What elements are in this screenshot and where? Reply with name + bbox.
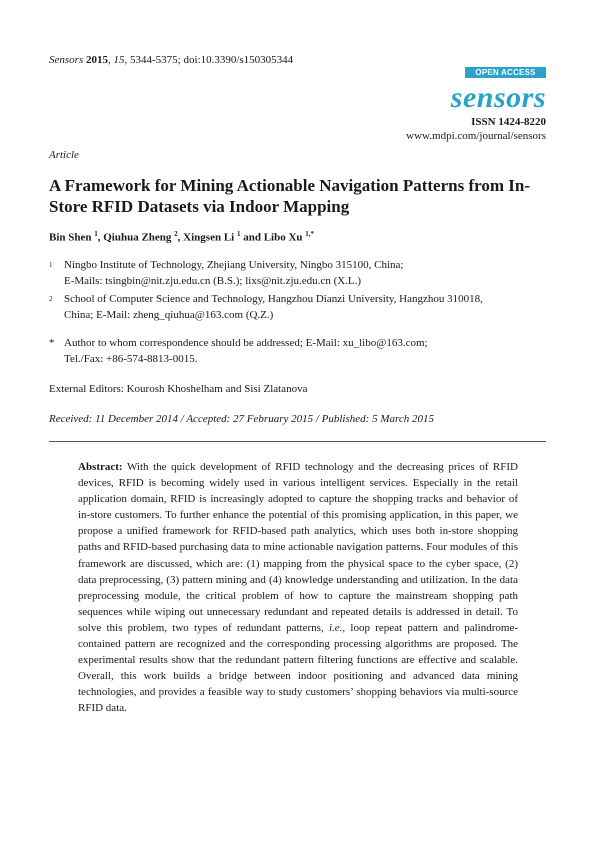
- affiliation-mark: 2: [49, 295, 53, 303]
- author-list: [49, 230, 314, 244]
- author-name: Libo Xu: [263, 231, 303, 244]
- journal-logo: sensors: [450, 81, 546, 114]
- correspondence-mark: *: [49, 337, 55, 349]
- author-separator: ,: [177, 231, 184, 244]
- abstract-text-italic: i.e.: [328, 621, 343, 634]
- abstract-heading: Abstract:: [78, 461, 123, 473]
- affiliation-mark: 1: [49, 261, 53, 269]
- author-affiliation-mark: 2: [174, 230, 178, 238]
- author-separator: ,: [97, 231, 104, 244]
- author-affiliation-mark: 1,*: [305, 230, 315, 238]
- author-separator: and: [240, 231, 264, 244]
- citation-rest: , 5344-5375; doi:10.3390/s150305344: [124, 54, 294, 66]
- open-access-badge: OPEN ACCESS: [465, 67, 546, 78]
- issn: ISSN 1424-8220: [471, 116, 546, 128]
- article-type: Article: [49, 149, 79, 161]
- author-affiliation-mark: 1: [94, 230, 98, 238]
- author-name: Bin Shen: [49, 231, 92, 244]
- author-affiliation-mark: 1: [236, 230, 241, 238]
- affiliation-line: Ningbo Institute of Technology, Zhejiang University, Ningbo 315100, China;: [64, 259, 404, 271]
- citation-volume: 15: [113, 54, 125, 66]
- affiliation-line: E-Mails: tsingbin@nit.zju.edu.cn (B.S.); lixs@nit.zju.edu.cn (X.L.): [64, 275, 362, 287]
- affiliation-line: School of Computer Science and Technology, Hangzhou Dianzi University, Hangzhou 310018,: [64, 293, 483, 305]
- abstract-text: , loop repeat pattern and palindrome-contained pattern are recognized and the corresponding processing algorithms are proposed. The experimental results show that the redundant pattern filtering functions are effective and scalable. Overall, this work builds a bridge between indoor positioning and advanced data mining technologies, and provides a feasible way to study customers’ shopping behaviors via multi-source RFID data.: [78, 621, 518, 715]
- section-divider: [49, 441, 546, 442]
- external-editors: External Editors: Kourosh Khoshelham and Sisi Zlatanova: [49, 383, 308, 395]
- correspondence-line: Author to whom correspondence should be addressed; E-Mail: xu_libo@163.com;: [64, 337, 428, 349]
- author-name: Qiuhua Zheng: [103, 231, 172, 244]
- affiliation-line: China; E-Mail: zheng_qiuhua@163.com (Q.Z.): [64, 309, 274, 321]
- citation-line: Sensors 2015, 15, 5344-5375; doi:10.3390/s150305344: [49, 54, 294, 66]
- author-name: Xingsen Li: [183, 231, 235, 244]
- citation-year: 2015: [85, 54, 108, 66]
- abstract-text: With the quick development of RFID technology and the decreasing prices of RFID devices, RFID is becoming widely used in various intelligent services. Especially in the retail application domain, RFID is increasingly adopted to capture the shopping tracks and behavior of in-store customers. To further enhance the potential of this promising application, in this paper, we propose a unified framework for RFID-based path analytics, which uses both in-store shopping paths and RFID-based purchasing data to mine actionable navigation patterns. Four modules of this framework are discussed, which are: (1) mapping from the physical space to the cyber space, (2) data preprocessing, (3) pattern mining and (4) knowledge understanding and utilization. In the data preprocessing module, the critical problem of how to capture the mainstream shopping path sequences while wiping out unnecessary redundant and repeated details is addressed in detail. To solve this problem, two types of redundant patterns,: [78, 461, 518, 634]
- correspondence-line: Tel./Fax: +86-574-8813-0015.: [64, 353, 198, 365]
- journal-url[interactable]: www.mdpi.com/journal/sensors: [406, 130, 546, 142]
- abstract: [78, 459, 518, 717]
- publication-dates: Received: 11 December 2014 / Accepted: 27 February 2015 / Published: 5 March 2015: [49, 413, 434, 425]
- citation-journal: Sensors: [49, 54, 84, 66]
- paper-title: A Framework for Mining Actionable Navigation Patterns from In-Store RFID Datasets via Indoor Mapping: [49, 176, 530, 216]
